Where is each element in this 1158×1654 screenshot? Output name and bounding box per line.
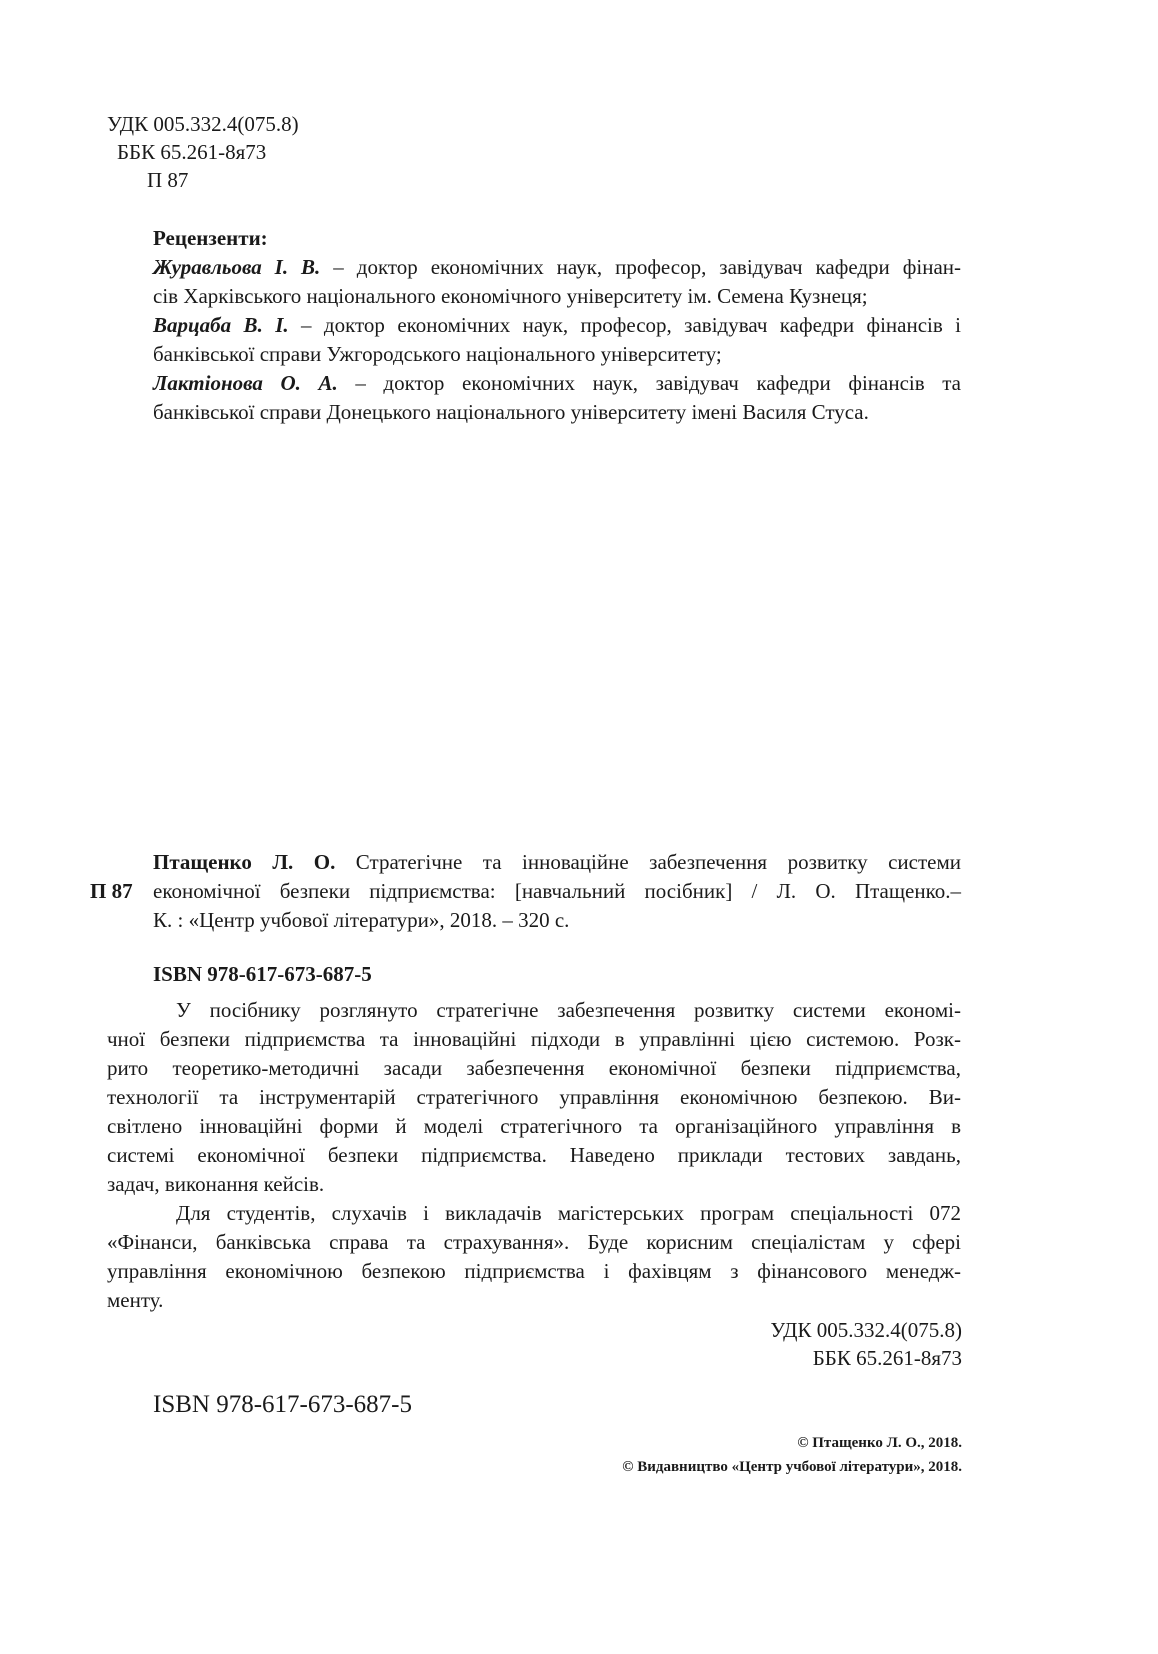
copyright-publisher: © Видавництво «Центр учбової літератури», 2018. (622, 1459, 962, 1475)
abstract-p1-line-1: У посібнику розглянуто стратегічне забезпечення розвитку системи економі- (176, 998, 961, 1022)
bbk-code: ББК 65.261-8я73 (117, 140, 267, 164)
abstract-block (107, 996, 961, 1315)
footer-udk: УДК 005.332.4(075.8) (770, 1318, 962, 1342)
reviewer-2-line-2: банківської справи Ужгородського національного університету; (153, 342, 722, 366)
abstract-p1-last-line: задач, виконання кейсів. (107, 1172, 325, 1196)
reviewer-1-line-1: Журавльова І. В. – доктор економічних наук, професор, завідувач кафедри фінан- (153, 255, 961, 279)
bibliography-line-3: К. : «Центр учбової літератури», 2018. – 320 с. (153, 908, 570, 932)
author-sign: П 87 (147, 168, 189, 192)
footer-bbk: ББК 65.261-8я73 (812, 1346, 962, 1370)
bibliography-line-1: Птащенко Л. О. Стратегічне та інноваційне забезпечення розвитку системи (153, 850, 961, 874)
bibliography-block (153, 848, 961, 935)
reviewer-1-line-2: сів Харківського національного економічного університету ім. Семена Кузнеця; (153, 284, 868, 308)
bibliography-side-sign: П 87 (90, 879, 133, 903)
reviewer-2-line-1: Варцаба В. І. – доктор економічних наук, професор, завідувач кафедри фінансів і (153, 313, 961, 337)
abstract-p1-line-6: системі економічної безпеки підприємства. Наведено приклади тестових завдань, (107, 1143, 961, 1167)
udk-code: УДК 005.332.4(075.8) (107, 112, 299, 136)
abstract-p2-line-2: «Фінанси, банківська справа та страхування». Буде корисним спеціалістам у сфері (107, 1230, 961, 1254)
abstract-p1-line-5: світлено інноваційні форми й моделі стратегічного та організаційного управління в (107, 1114, 961, 1138)
reviewer-1-name: Журавльова І. В. (153, 255, 321, 279)
bibliography-author: Птащенко Л. О. (153, 850, 336, 874)
abstract-p2-line-3: управління економічною безпекою підприємства і фахівцям з фінансового менедж- (107, 1259, 961, 1283)
abstract-p2-last-line: менту. (107, 1288, 164, 1312)
reviewer-2-name: Варцаба В. І. (153, 313, 289, 337)
abstract-p1-line-2: чної безпеки підприємства та інноваційні підходи в управлінні цією системою. Розк- (107, 1027, 961, 1051)
abstract-p2-line-1: Для студентів, слухачів і викладачів магістерських програм спеціальності 072 (176, 1201, 961, 1225)
reviewer-3-line-2: банківської справи Донецького національного університету імені Василя Стуса. (153, 400, 869, 424)
reviewers-title: Рецензенти: (153, 226, 268, 250)
isbn-large: ISBN 978-617-673-687-5 (153, 1391, 413, 1418)
reviewers-block (153, 224, 961, 427)
reviewer-3-name: Лактіонова О. А. (153, 371, 338, 395)
abstract-p1-line-3: рито теоретико-методичні засади забезпечення економічної безпеки підприємства, (107, 1056, 961, 1080)
copyright-author: © Птащенко Л. О., 2018. (797, 1435, 962, 1451)
abstract-p1-line-4: технології та інструментарій стратегічного управління економічною безпекою. Ви- (107, 1085, 961, 1109)
isbn-bold: ISBN 978-617-673-687-5 (153, 962, 372, 986)
reviewer-3-line-1: Лактіонова О. А. – доктор економічних наук, завідувач кафедри фінансів та (153, 371, 961, 395)
bibliography-line-2: економічної безпеки підприємства: [навчальний посібник] / Л. О. Птащенко.– (153, 879, 961, 903)
